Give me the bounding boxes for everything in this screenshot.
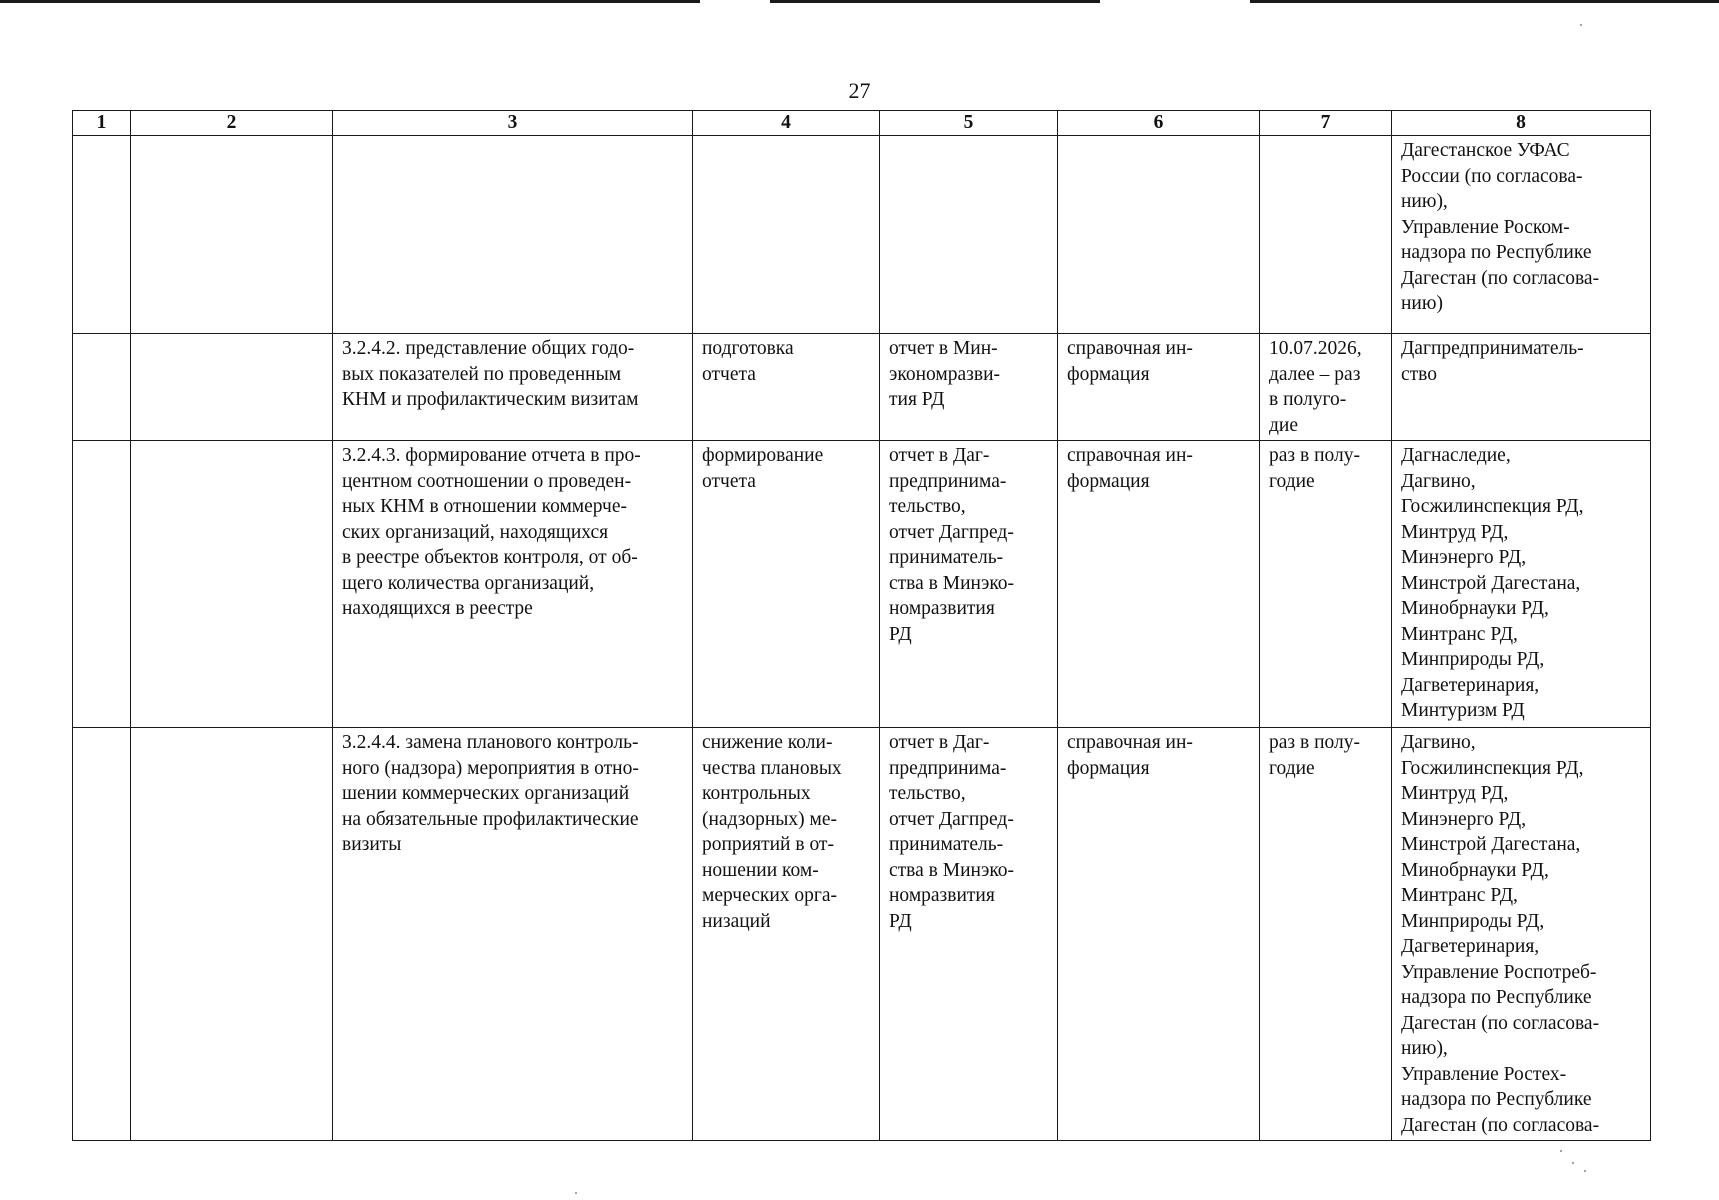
cell-deadline: 10.07.2026, далее – раз в полуго- дие [1260, 334, 1392, 441]
scan-edge-right [1250, 0, 1719, 3]
column-number: 6 [1058, 111, 1260, 136]
cell-number [73, 136, 131, 334]
cell-activity: 3.2.4.3. формирование отчета в про- центном соотношении о проведен- ных КНМ в отношении коммерче- ских организаций, находящихся в реестре объектов контроля, от об- щего количества организаций, находящихся в реестре [333, 441, 693, 728]
plan-table [72, 110, 1651, 1141]
scan-speck [1572, 1162, 1574, 1164]
cell-document-type: справочная ин- формация [1058, 441, 1260, 728]
column-number: 7 [1260, 111, 1392, 136]
cell-activity [333, 136, 693, 334]
column-number: 3 [333, 111, 693, 136]
table-row [73, 136, 1651, 334]
cell-document-type: справочная ин- формация [1058, 334, 1260, 441]
table-row [73, 441, 1651, 728]
scan-edge-middle [770, 0, 1100, 3]
cell-number [73, 728, 131, 1141]
table-row [73, 728, 1651, 1141]
scan-speck [1580, 24, 1582, 26]
cell-responsible: Дагестанское УФАС России (по согласова- нию), Управление Роском- надзора по Республике Дагестан (по согласова- нию) [1392, 136, 1651, 334]
column-number: 5 [880, 111, 1058, 136]
column-number: 2 [131, 111, 333, 136]
cell-task [131, 441, 333, 728]
cell-report [880, 136, 1058, 334]
cell-result: снижение коли- чества плановых контрольных (надзорных) ме- роприятий в от- ношении ком- мерческих орга- низаций [693, 728, 880, 1141]
cell-result: формирование отчета [693, 441, 880, 728]
cell-document-type [1058, 136, 1260, 334]
cell-report: отчет в Мин- экономразви- тия РД [880, 334, 1058, 441]
cell-deadline [1260, 136, 1392, 334]
cell-responsible: Дагнаследие, Дагвино, Госжилинспекция РД, Минтруд РД, Минэнерго РД, Минстрой Дагестана, Минобрнауки РД, Минтранс РД, Минприроды РД, Дагветеринария, Минтуризм РД [1392, 441, 1651, 728]
cell-result: подготовка отчета [693, 334, 880, 441]
cell-document-type: справочная ин- формация [1058, 728, 1260, 1141]
cell-deadline: раз в полу- годие [1260, 728, 1392, 1141]
scan-speck [575, 1192, 577, 1194]
column-number-row [73, 111, 1651, 136]
scan-edge-left [0, 0, 700, 3]
column-number: 4 [693, 111, 880, 136]
cell-activity: 3.2.4.2. представление общих годо- вых показателей по проведенным КНМ и профилактическим визитам [333, 334, 693, 441]
scan-speck [1584, 1170, 1586, 1172]
page-number: 27 [848, 78, 871, 103]
cell-responsible: Дагвино, Госжилинспекция РД, Минтруд РД, Минэнерго РД, Минстрой Дагестана, Минобрнауки РД, Минтранс РД, Минприроды РД, Дагветеринария, Управление Роспотреб- надзора по Республике Дагестан (по согласова- нию), Управление Ростех- надзора по Республике Дагестан (по согласова- [1392, 728, 1651, 1141]
cell-report: отчет в Даг- предпринима- тельство, отчет Дагпред- приниматель- ства в Минэко- номразвития РД [880, 441, 1058, 728]
cell-task [131, 728, 333, 1141]
cell-number [73, 334, 131, 441]
cell-deadline: раз в полу- годие [1260, 441, 1392, 728]
cell-task [131, 136, 333, 334]
cell-report: отчет в Даг- предпринима- тельство, отчет Дагпред- приниматель- ства в Минэко- номразвития РД [880, 728, 1058, 1141]
column-number: 1 [73, 111, 131, 136]
cell-responsible: Дагпредприниматель- ство [1392, 334, 1651, 441]
column-number: 8 [1392, 111, 1651, 136]
cell-number [73, 441, 131, 728]
cell-task [131, 334, 333, 441]
cell-activity: 3.2.4.4. замена планового контроль- ного (надзора) мероприятия в отно- шении коммерческих организаций на обязательные профилактические визиты [333, 728, 693, 1141]
table-row [73, 334, 1651, 441]
cell-result [693, 136, 880, 334]
scan-speck [1560, 1150, 1562, 1152]
